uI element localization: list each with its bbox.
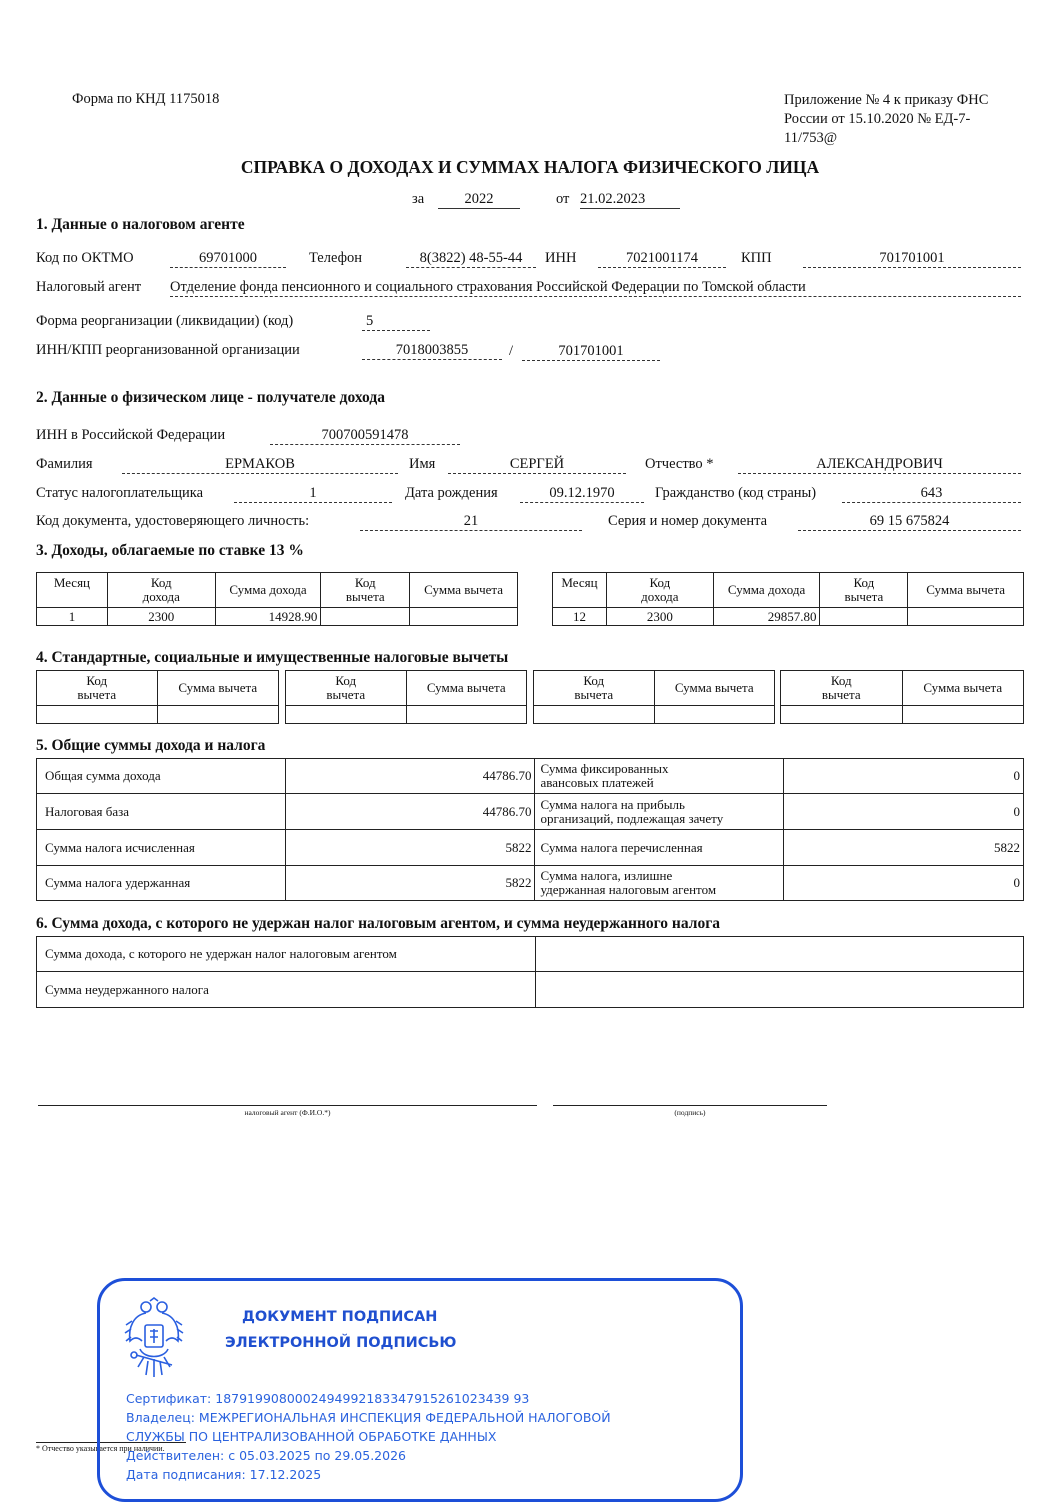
reorg-code: 5 bbox=[366, 313, 374, 329]
stamp-certificate: Сертификат: 1879199080002494992183347915261023439 93 bbox=[126, 1391, 530, 1406]
col-code-line2: вычета bbox=[574, 687, 614, 702]
tax-withheld-value: 5822 bbox=[285, 866, 535, 901]
col-income-code-line2: дохода bbox=[641, 589, 679, 604]
unwithheld-table bbox=[36, 936, 1024, 1008]
signature-caption: (подпись) bbox=[674, 1108, 706, 1117]
cell-code bbox=[286, 706, 407, 724]
col-income-code-line2: дохода bbox=[142, 589, 180, 604]
e-signature-stamp bbox=[97, 1278, 743, 1502]
table-row bbox=[781, 706, 1024, 724]
col-code-line1: Код bbox=[86, 673, 108, 688]
col-deduction-sum: Сумма вычета bbox=[908, 573, 1024, 608]
agent-name-field: Отделение фонда пенсионного и социального страхования Российской Федерации по Томской области bbox=[170, 278, 1021, 297]
col-deduction-code bbox=[534, 671, 655, 706]
total-income-label: Общая сумма дохода bbox=[37, 759, 286, 794]
reorg-inn-field: 7018003855 bbox=[362, 341, 502, 360]
cell-deduction-sum bbox=[410, 608, 518, 626]
citizenship-label: Гражданство (код страны) bbox=[655, 485, 817, 501]
col-deduction-code-line2: вычета bbox=[345, 589, 385, 604]
reorg-form-label: Форма реорганизации (ликвидации) (код) bbox=[36, 313, 294, 329]
cell-month: 12 bbox=[553, 608, 607, 626]
deduction-table-1 bbox=[36, 670, 279, 724]
patronymic-field: АЛЕКСАНДРОВИЧ bbox=[738, 455, 1021, 474]
cell-code bbox=[781, 706, 903, 724]
table-row bbox=[553, 608, 1024, 626]
year-field: 2022 bbox=[438, 190, 520, 209]
deduction-table-header bbox=[781, 671, 1024, 706]
cell-deduction-code bbox=[820, 608, 908, 626]
unwithheld-tax-label: Сумма неудержанного налога bbox=[37, 972, 536, 1008]
slash-separator: / bbox=[509, 343, 514, 359]
appendix-line: России от 15.10.2020 № ЕД-7- bbox=[784, 111, 971, 127]
appendix-line: 11/753@ bbox=[784, 130, 838, 146]
date-field: 21.02.2023 bbox=[580, 190, 680, 209]
doc-number-label: Серия и номер документа bbox=[608, 513, 768, 529]
cell-code bbox=[37, 706, 158, 724]
totals-table bbox=[36, 758, 1024, 901]
agent-kpp-field: 701701001 bbox=[803, 249, 1021, 268]
col-deduction-code bbox=[37, 671, 158, 706]
tax-base-value: 44786.70 bbox=[285, 794, 535, 830]
cell-code bbox=[534, 706, 655, 724]
label-line2: авансовых платежей bbox=[540, 775, 654, 790]
reorg-innkpp-label: ИНН/КПП реорганизованной организации bbox=[36, 342, 300, 358]
reorg-kpp-field: 701701001 bbox=[522, 342, 660, 361]
oktmo-label: Код по ОКТМО bbox=[36, 250, 134, 266]
col-deduction-code bbox=[286, 671, 407, 706]
income-table-header bbox=[37, 573, 518, 608]
section2-heading: 2. Данные о физическом лице - получателе дохода bbox=[36, 389, 385, 406]
from-label: от bbox=[556, 191, 570, 207]
cell-income-code: 2300 bbox=[606, 608, 713, 626]
stamp-owner-line2: СЛУЖБЫ ПО ЦЕНТРАЛИЗОВАННОЙ ОБРАБОТКЕ ДАННЫХ bbox=[126, 1429, 497, 1444]
page-title: СПРАВКА О ДОХОДАХ И СУММАХ НАЛОГА ФИЗИЧЕСКОГО ЛИЦА bbox=[240, 157, 820, 177]
deduction-table-header bbox=[286, 671, 527, 706]
income-table-left bbox=[36, 572, 518, 626]
col-code-line2: вычета bbox=[77, 687, 117, 702]
table-row bbox=[37, 866, 1024, 901]
tax-transferred-value: 5822 bbox=[784, 830, 1024, 866]
col-income-code bbox=[606, 573, 713, 608]
phone-label: Телефон bbox=[309, 250, 362, 266]
agent-signature-caption: налоговый агент (Ф.И.О.*) bbox=[244, 1108, 331, 1117]
label-line1: Сумма налога на прибыль bbox=[540, 796, 685, 812]
coat-of-arms-icon bbox=[124, 1297, 184, 1381]
unwithheld-income-label: Сумма дохода, с которого не удержан налог налоговым агентом bbox=[37, 937, 536, 972]
col-code-line1: Код bbox=[583, 673, 605, 688]
tax-transferred-label: Сумма налога перечисленная bbox=[535, 830, 784, 866]
table-row bbox=[37, 972, 1024, 1008]
col-deduction-sum: Сумма вычета bbox=[654, 671, 775, 706]
cell-deduction-sum bbox=[908, 608, 1024, 626]
cell-income-sum: 29857.80 bbox=[713, 608, 820, 626]
section4-heading: 4. Стандартные, социальные и имущественные налоговые вычеты bbox=[36, 649, 509, 666]
cell-sum bbox=[157, 706, 279, 724]
person-inn-field: 700700591478 bbox=[270, 426, 460, 445]
table-row bbox=[37, 937, 1024, 972]
col-deduction-code-line1: Код bbox=[354, 575, 376, 590]
label-line2: удержанная налоговым агентом bbox=[540, 882, 717, 897]
income-table-header bbox=[553, 573, 1024, 608]
phone-field: 8(3822) 48-55-44 bbox=[406, 249, 536, 268]
col-deduction-code bbox=[820, 573, 908, 608]
col-deduction-sum: Сумма вычета bbox=[410, 573, 518, 608]
form-code: Форма по КНД 1175018 bbox=[72, 91, 220, 107]
status-field: 1 bbox=[234, 484, 392, 503]
col-income-code-line1: Код bbox=[150, 575, 172, 590]
table-row bbox=[534, 706, 775, 724]
agent-signature-line bbox=[38, 1105, 537, 1106]
cell-sum bbox=[654, 706, 775, 724]
stamp-title-line2: ЭЛЕКТРОННОЙ ПОДПИСЬЮ bbox=[225, 1335, 457, 1351]
deduction-table-3 bbox=[533, 670, 775, 724]
cell-sum bbox=[406, 706, 527, 724]
col-code-line1: Код bbox=[335, 673, 357, 688]
col-deduction-code-line2: вычета bbox=[844, 589, 884, 604]
tax-base-label: Налоговая база bbox=[37, 794, 286, 830]
unwithheld-income-value bbox=[535, 937, 1023, 972]
patronymic-label: Отчество * bbox=[645, 456, 714, 472]
col-code-line1: Код bbox=[830, 673, 852, 688]
oktmo-field: 69701000 bbox=[170, 249, 286, 268]
label-line1: Сумма налога, излишне bbox=[540, 868, 673, 883]
col-deduction-sum: Сумма вычета bbox=[157, 671, 279, 706]
col-deduction-sum: Сумма вычета bbox=[406, 671, 527, 706]
stamp-validity: Действителен: с 05.03.2025 по 29.05.2026 bbox=[126, 1448, 406, 1463]
doc-code-label: Код документа, удостоверяющего личность: bbox=[36, 513, 310, 529]
total-income-value: 44786.70 bbox=[285, 759, 535, 794]
col-income-sum: Сумма дохода bbox=[713, 573, 820, 608]
deduction-table-2 bbox=[285, 670, 527, 724]
table-row bbox=[37, 830, 1024, 866]
cell-month: 1 bbox=[37, 608, 108, 626]
stamp-owner-line1: Владелец: МЕЖРЕГИОНАЛЬНАЯ ИНСПЕКЦИЯ ФЕДЕРАЛЬНОЙ НАЛОГОВОЙ bbox=[126, 1410, 611, 1425]
fixed-advance-label bbox=[535, 759, 784, 794]
section5-heading: 5. Общие суммы дохода и налога bbox=[36, 737, 266, 754]
excess-withheld-value: 0 bbox=[784, 866, 1024, 901]
appendix-note bbox=[784, 91, 988, 148]
cell-deduction-code bbox=[321, 608, 410, 626]
tax-calculated-value: 5822 bbox=[285, 830, 535, 866]
doc-code-field: 21 bbox=[360, 512, 582, 531]
unwithheld-tax-value bbox=[535, 972, 1023, 1008]
excess-withheld-label bbox=[535, 866, 784, 901]
col-code-line2: вычета bbox=[821, 687, 861, 702]
name-label: Имя bbox=[409, 456, 436, 472]
label-line1: Сумма фиксированных bbox=[540, 761, 669, 776]
col-deduction-code-line1: Код bbox=[853, 575, 875, 590]
table-row bbox=[37, 706, 279, 724]
table-row bbox=[37, 608, 518, 626]
signature-line bbox=[553, 1105, 827, 1106]
section1-heading: 1. Данные о налоговом агенте bbox=[36, 216, 245, 233]
fixed-advance-value: 0 bbox=[784, 759, 1024, 794]
cell-income-sum: 14928.90 bbox=[215, 608, 321, 626]
cell-sum bbox=[902, 706, 1024, 724]
birth-field: 09.12.1970 bbox=[520, 484, 644, 503]
tax-calculated-label: Сумма налога исчисленная bbox=[37, 830, 286, 866]
birth-label: Дата рождения bbox=[405, 485, 498, 501]
doc-number-field: 69 15 675824 bbox=[798, 512, 1021, 531]
col-month: Месяц bbox=[553, 573, 607, 608]
tax-withheld-label: Сумма налога удержанная bbox=[37, 866, 286, 901]
appendix-line: Приложение № 4 к приказу ФНС bbox=[784, 92, 989, 108]
deduction-table-header bbox=[37, 671, 279, 706]
col-deduction-code bbox=[321, 573, 410, 608]
surname-field: ЕРМАКОВ bbox=[122, 455, 398, 474]
col-income-code bbox=[107, 573, 215, 608]
stamp-signed-date: Дата подписания: 17.12.2025 bbox=[126, 1467, 322, 1482]
col-deduction-code bbox=[781, 671, 903, 706]
agent-kpp-label: КПП bbox=[741, 250, 772, 266]
surname-label: Фамилия bbox=[36, 456, 93, 472]
stamp-title-line1: ДОКУМЕНТ ПОДПИСАН bbox=[242, 1309, 438, 1325]
footnote: * Отчество указывается при наличии. bbox=[36, 1444, 165, 1453]
income-table-right bbox=[552, 572, 1024, 626]
section6-heading: 6. Сумма дохода, с которого не удержан налог налоговым агентом, и сумма неудержанного налога bbox=[36, 915, 720, 932]
col-income-sum: Сумма дохода bbox=[215, 573, 321, 608]
table-row bbox=[37, 759, 1024, 794]
reorg-form-field bbox=[362, 312, 430, 331]
deduction-table-4 bbox=[780, 670, 1024, 724]
table-row bbox=[37, 794, 1024, 830]
citizenship-field: 643 bbox=[842, 484, 1021, 503]
cell-income-code: 2300 bbox=[107, 608, 215, 626]
agent-inn-field: 7021001174 bbox=[598, 249, 726, 268]
name-field: СЕРГЕЙ bbox=[448, 455, 626, 474]
table-row bbox=[286, 706, 527, 724]
col-month: Месяц bbox=[37, 573, 108, 608]
col-income-code-line1: Код bbox=[649, 575, 671, 590]
agent-label: Налоговый агент bbox=[36, 279, 142, 295]
section3-heading: 3. Доходы, облагаемые по ставке 13 % bbox=[36, 542, 304, 559]
profit-tax-value: 0 bbox=[784, 794, 1024, 830]
deduction-table-header bbox=[534, 671, 775, 706]
profit-tax-label bbox=[535, 794, 784, 830]
status-label: Статус налогоплательщика bbox=[36, 485, 204, 501]
agent-inn-label: ИНН bbox=[545, 250, 577, 266]
col-deduction-sum: Сумма вычета bbox=[902, 671, 1024, 706]
label-line2: организаций, подлежащая зачету bbox=[540, 810, 724, 826]
person-inn-label: ИНН в Российской Федерации bbox=[36, 427, 226, 443]
col-code-line2: вычета bbox=[326, 687, 366, 702]
for-label: за bbox=[412, 191, 425, 207]
